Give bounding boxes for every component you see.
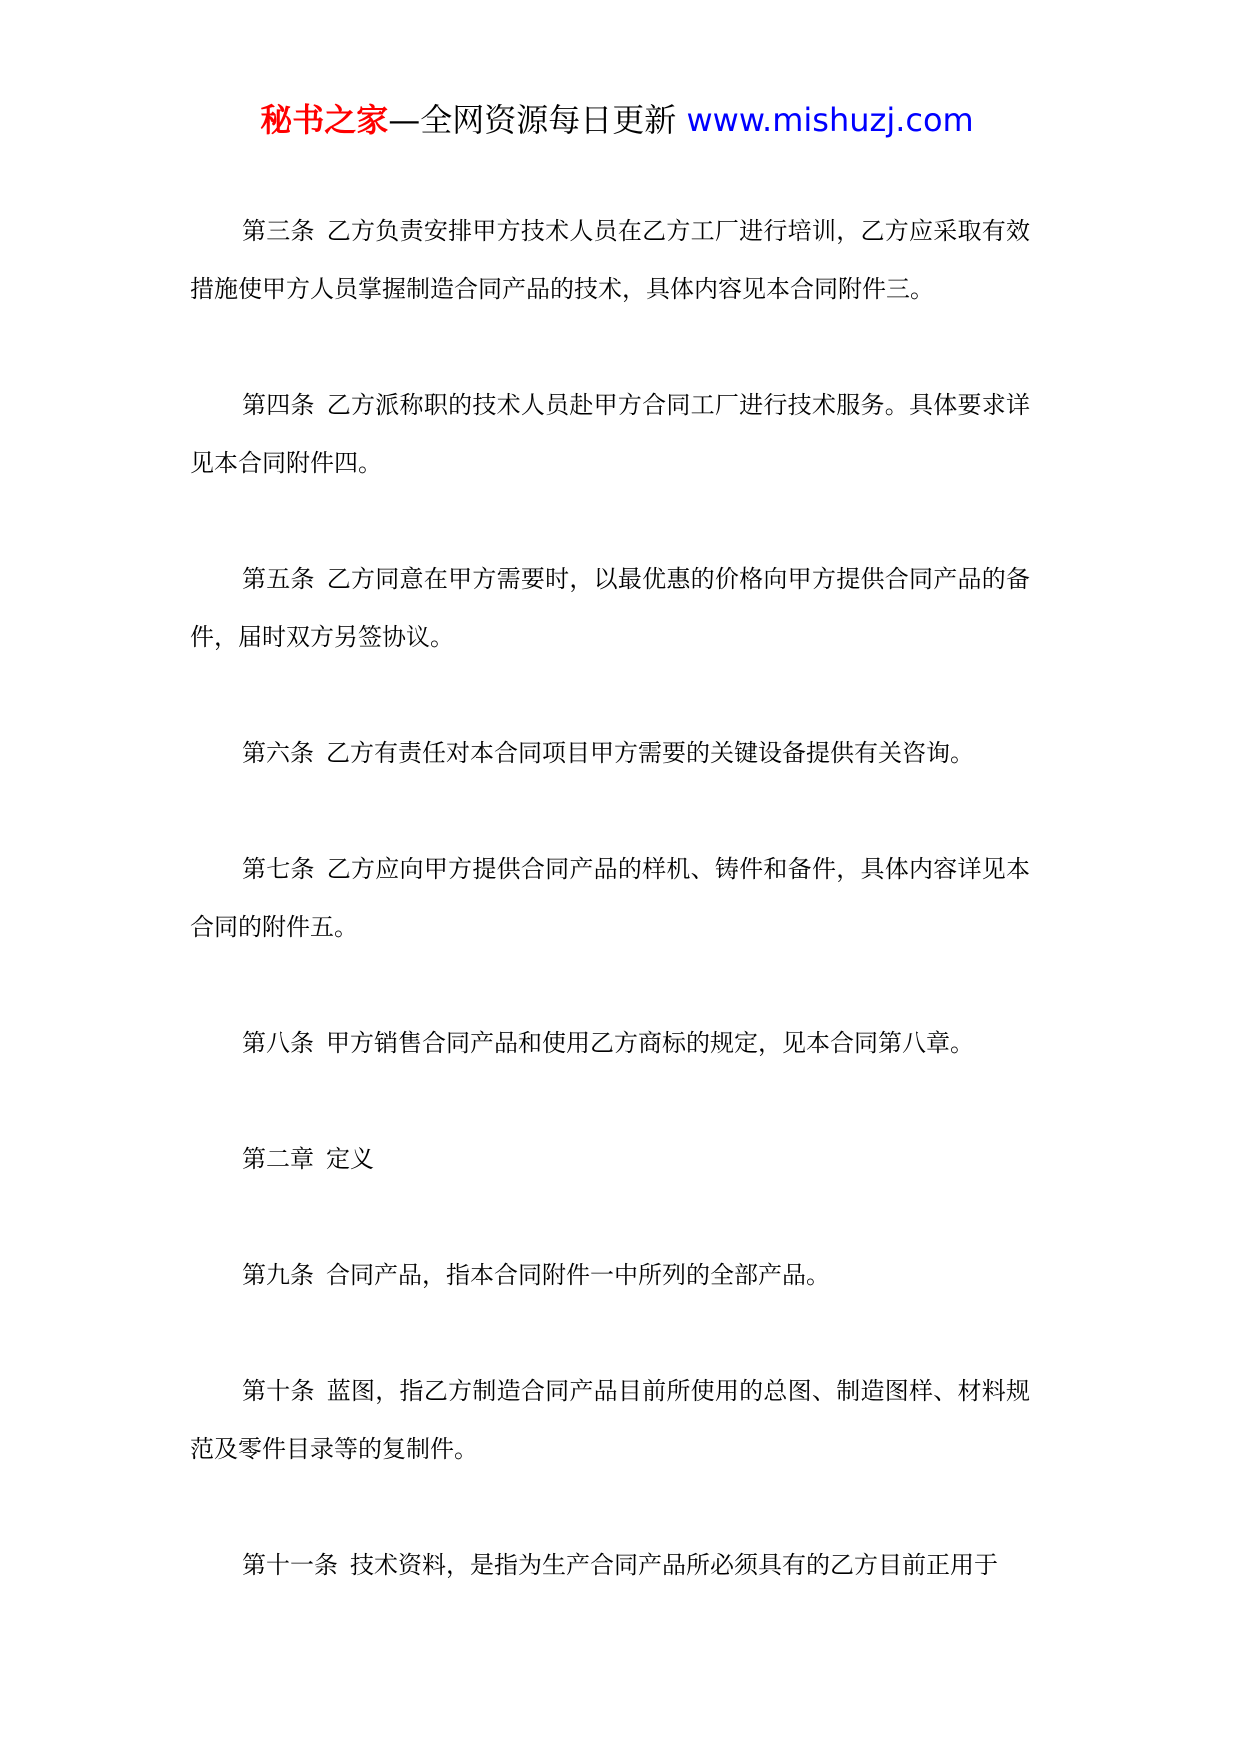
chapter-2-heading: [190, 1130, 1030, 1188]
article-text: 合同产品，指本合同附件一中所列的全部产品。: [326, 1261, 830, 1289]
article-text: 乙方负责安排甲方技术人员在乙方工厂进行培训，乙方应采取有效措施使甲方人员掌握制造合同产品的技术，具体内容见本合同附件三。: [190, 217, 1031, 303]
article-text: 技术资料，是指为生产合同产品所必须具有的乙方目前正用于: [350, 1551, 998, 1579]
article-number: 第六条: [242, 739, 314, 767]
article-text: 蓝图，指乙方制造合同产品目前所使用的总图、制造图样、材料规范及零件目录等的复制件。: [190, 1377, 1031, 1463]
article-6: [190, 724, 1030, 782]
page-header: [0, 100, 1234, 140]
article-number: 第十一条: [242, 1551, 338, 1579]
document-body: [190, 202, 1030, 1652]
article-text: 乙方同意在甲方需要时，以最优惠的价格向甲方提供合同产品的备件，届时双方另签协议。: [190, 565, 1031, 651]
article-text: 乙方派称职的技术人员赴甲方合同工厂进行技术服务。具体要求详见本合同附件四。: [190, 391, 1031, 477]
header-site-link[interactable]: www.mishuzj.com: [686, 101, 974, 139]
article-number: 第四条: [242, 391, 315, 419]
article-text: 乙方有责任对本合同项目甲方需要的关键设备提供有关咨询。: [326, 739, 974, 767]
chapter-number: 第二章: [242, 1145, 314, 1173]
article-number: 第八条: [242, 1029, 314, 1057]
article-9: [190, 1246, 1030, 1304]
article-number: 第九条: [242, 1261, 314, 1289]
article-text: 乙方应向甲方提供合同产品的样机、铸件和备件，具体内容详见本合同的附件五。: [190, 855, 1031, 941]
header-brand: 秘书之家: [260, 101, 389, 139]
chapter-title: 定义: [326, 1145, 374, 1173]
article-5: [190, 550, 1030, 666]
article-number: 第三条: [242, 217, 315, 245]
article-number: 第十条: [242, 1377, 315, 1405]
article-3: [190, 202, 1030, 318]
header-tagline: —全网资源每日更新: [388, 101, 687, 139]
article-7: [190, 840, 1030, 956]
article-11: [190, 1536, 1030, 1594]
article-4: [190, 376, 1030, 492]
article-10: [190, 1362, 1030, 1478]
article-text: 甲方销售合同产品和使用乙方商标的规定，见本合同第八章。: [326, 1029, 974, 1057]
article-number: 第五条: [242, 565, 315, 593]
article-number: 第七条: [242, 855, 315, 883]
article-8: [190, 1014, 1030, 1072]
